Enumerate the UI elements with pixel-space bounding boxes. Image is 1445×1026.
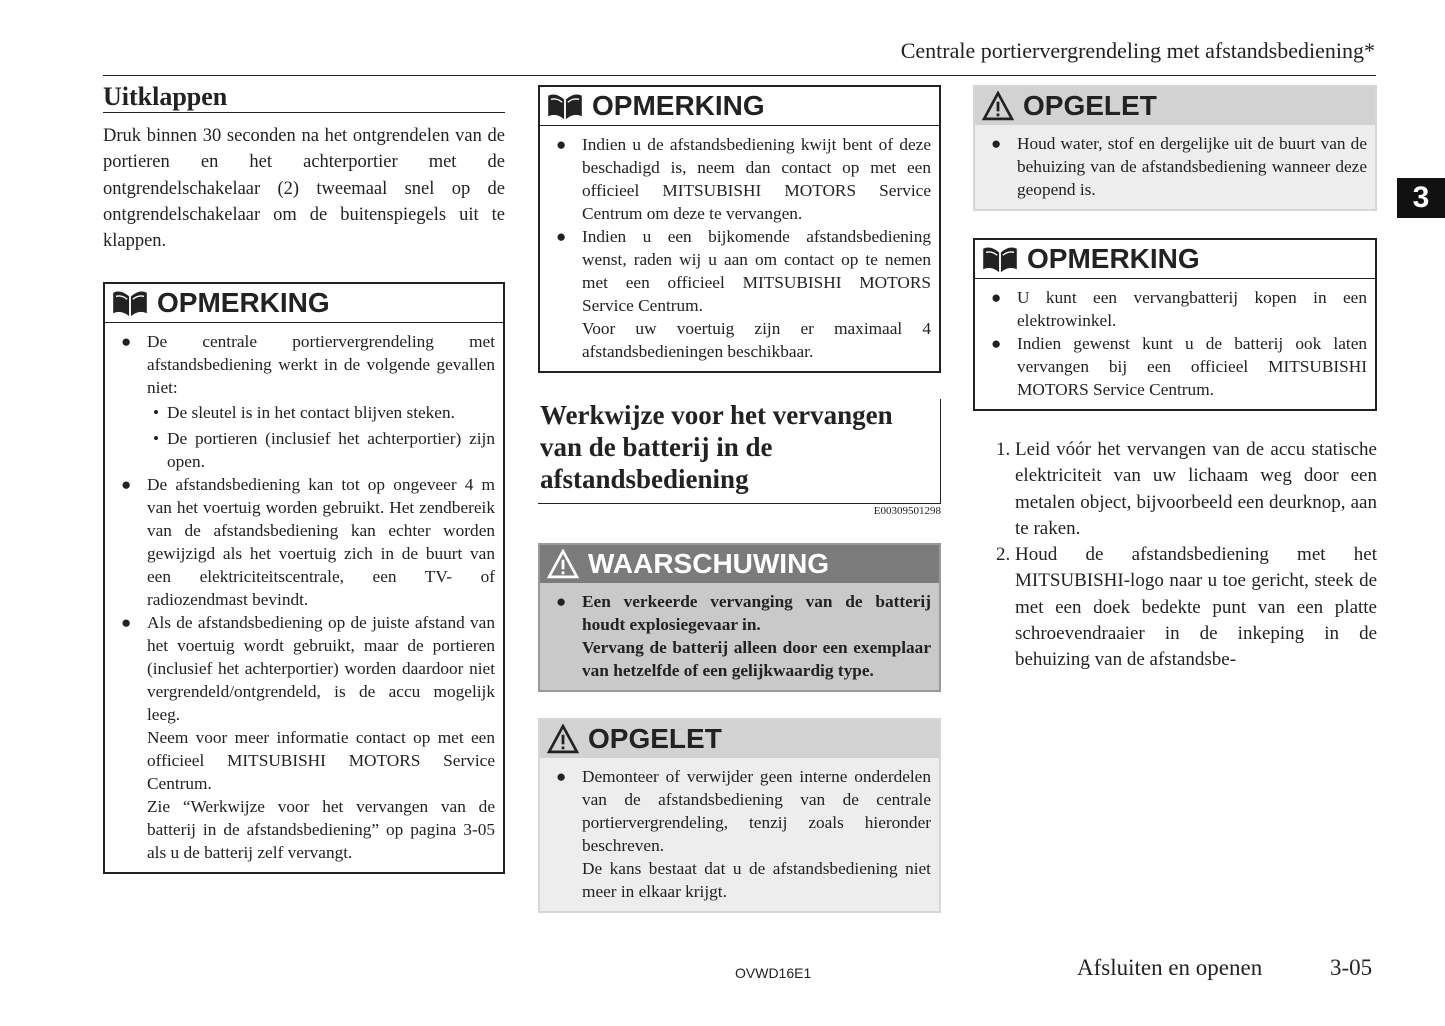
- caution-title: OPGELET: [1023, 90, 1157, 121]
- warning-triangle-icon: [981, 91, 1015, 121]
- column-2: [538, 85, 941, 913]
- note-text: Voor uw voertuig zijn er maximaal 4 afstandsbedieningen beschikbaar.: [582, 319, 931, 361]
- book-icon: [111, 289, 149, 317]
- footer-code: OVWD16E1: [735, 965, 812, 981]
- note-item: ● Indien gewenst kunt u de batterij ook laten vervangen bij een officieel MITSUBISHI MOTORS Service Centrum.: [1017, 332, 1367, 401]
- warning-header: [540, 545, 939, 583]
- note-item: ● U kunt een vervangbatterij kopen in een elektrowinkel.: [1017, 286, 1367, 332]
- section-code: E00309501298: [873, 505, 941, 517]
- note-subitem: • De portieren (inclusief het achterportier) zijn open.: [147, 427, 495, 473]
- note-text: Neem voor meer informatie contact op met een officieel MITSUBISHI MOTORS Service Centrum.: [147, 728, 495, 794]
- note-title: OPMERKING: [1027, 243, 1200, 274]
- warning-item: ● Een verkeerde vervanging van de batterij houdt explosiegevaar in.: [582, 590, 931, 636]
- steps-list: [973, 437, 1377, 674]
- column-3: [973, 85, 1377, 674]
- note-title: OPMERKING: [157, 287, 330, 319]
- note-item: ● De centrale portiervergrendeling met afstandsbediening werkt in de volgende gevallen niet:: [147, 330, 495, 399]
- step-item: 2. Houd de afstandsbediening met het MITSUBISHI-logo naar u toe gericht, steek de met een doek bedekte punt van een platte schroevendraaier in de inkeping in de behuizing van de afstandsbe-: [1015, 542, 1377, 673]
- caution-box: [973, 85, 1377, 211]
- note-header: [540, 87, 939, 126]
- caution-header: [975, 87, 1375, 125]
- note-header: [975, 240, 1375, 279]
- note-box: [538, 85, 941, 373]
- caution-title: OPGELET: [588, 723, 722, 754]
- warning-title: WAARSCHUWING: [588, 548, 830, 579]
- note-subitem: • De sleutel is in het contact blijven steken.: [147, 401, 495, 424]
- warning-text: Vervang de batterij alleen door een exemplaar van hetzelfde of een gelijkwaardig type.: [582, 638, 931, 680]
- caution-item: ● Houd water, stof en dergelijke uit de buurt van de behuizing van de afstandsbediening wanneer deze geopend is.: [1017, 132, 1367, 201]
- caution-item: ● Demonteer of verwijder geen interne onderdelen van de afstandsbediening van de centrale portiervergrendeling, tenzij zoals hieronder beschreven.: [582, 765, 931, 857]
- note-box: [973, 238, 1377, 411]
- footer-section: Afsluiten en openen: [1077, 955, 1263, 980]
- book-icon: [981, 245, 1019, 273]
- section-title: Werkwijze voor het vervangen van de batterij in de afstandsbediening: [540, 400, 893, 494]
- paragraph: Druk binnen 30 seconden na het ontgrendelen van de portieren en het achterportier met de ontgrendelschakelaar (2) tweemaal snel op de ontgrendelschakelaar om de buitenspiegels uit te klappen.: [103, 126, 505, 252]
- caution-text: De kans bestaat dat u de afstandsbediening niet meer in elkaar krijgt.: [582, 859, 931, 901]
- warning-triangle-icon: [546, 724, 580, 754]
- note-item: ● De afstandsbediening kan tot op ongeveer 4 m van het voertuig worden gebruikt. Het zendbereik van de afstandsbediening kan echter worden gewijzigd als het voertuig zich in de buurt van een elektriciteitscentrale, een TV- of radiozendmast bevindt.: [147, 473, 495, 611]
- book-icon: [546, 92, 584, 120]
- caution-header: [540, 720, 939, 758]
- note-item: ● Indien u een bijkomende afstandsbediening wenst, raden wij u aan om contact op te nemen met een officieel MITSUBISHI MOTORS Service Centrum.: [582, 225, 931, 317]
- section-title-block: [538, 399, 941, 504]
- warning-triangle-icon: [546, 549, 580, 579]
- note-title: OPMERKING: [592, 90, 765, 121]
- page-header: Centrale portiervergrendeling met afstandsbediening*: [900, 38, 1375, 63]
- note-item: ● Indien u de afstandsbediening kwijt bent of deze beschadigd is, neem dan contact op met een officieel MITSUBISHI MOTORS Service Centrum om deze te vervangen.: [582, 133, 931, 225]
- note-header: [105, 284, 503, 323]
- note-text: Zie “Werkwijze voor het vervangen van de batterij in de afstandsbediening” op pagina 3-05 als u de batterij zelf vervangt.: [147, 797, 495, 863]
- caution-box: [538, 718, 941, 913]
- note-item: ● Als de afstandsbediening op de juiste afstand van het voertuig wordt gebruikt, maar de portieren (inclusief het achterportier) worden daardoor niet vergrendeld/ontgrendeld, is de accu mogelijk leeg.: [147, 611, 495, 726]
- step-item: 1. Leid vóór het vervangen van de accu statische elektriciteit van uw lichaam weg door een metalen object, bijvoorbeeld een deurknop, aan te raken.: [1015, 437, 1377, 542]
- section-heading: Uitklappen: [103, 82, 505, 113]
- note-box: [103, 282, 505, 874]
- column-1: [103, 82, 505, 874]
- header-rule: [103, 75, 1376, 76]
- page-number: 3-05: [1330, 955, 1373, 980]
- warning-box: [538, 543, 941, 692]
- chapter-tab: 3: [1397, 178, 1445, 218]
